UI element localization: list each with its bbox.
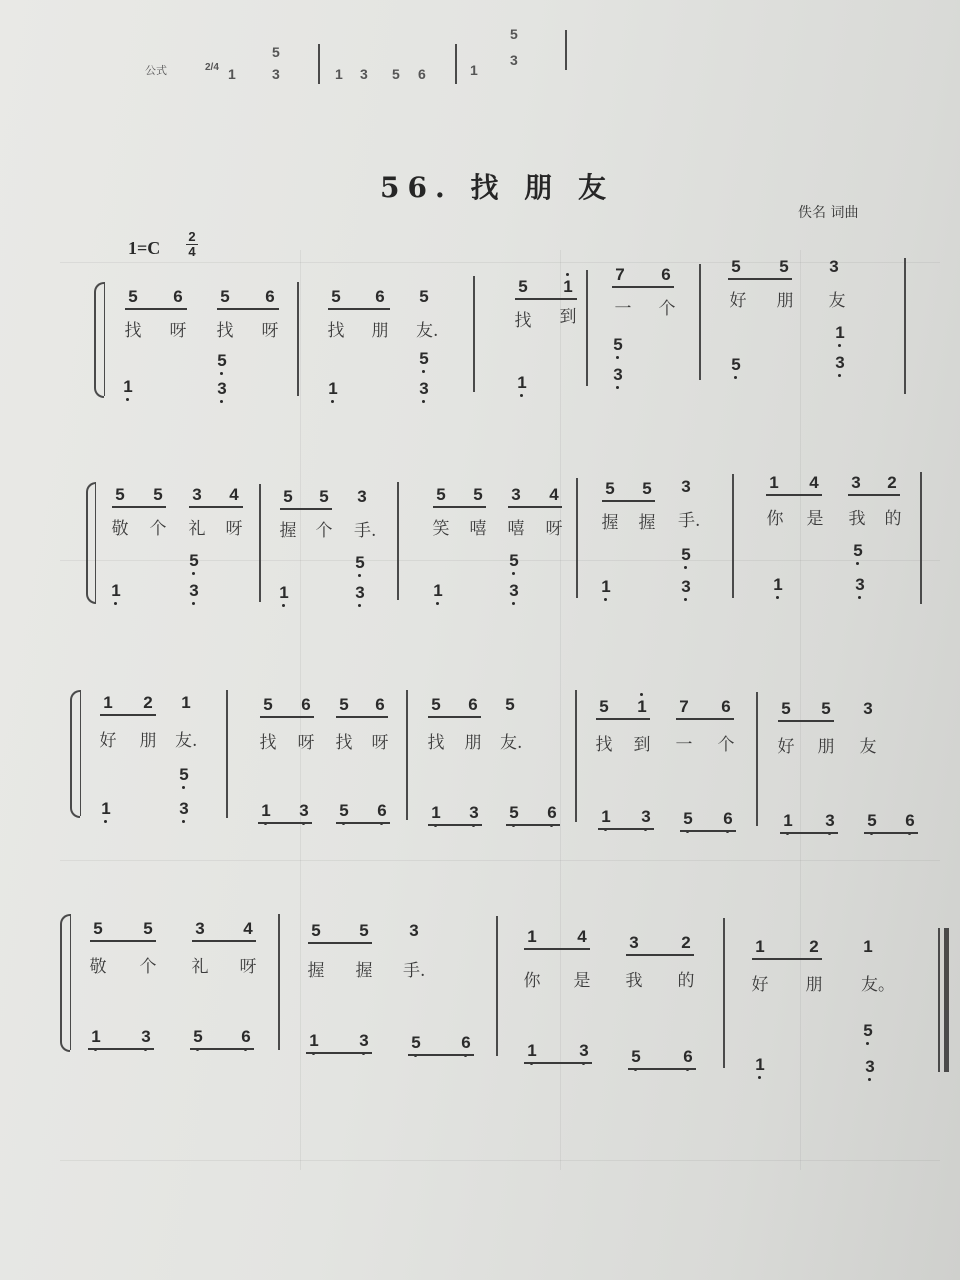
accomp-note: 1: [780, 812, 796, 830]
beam: [433, 506, 486, 508]
lyric: 是: [806, 509, 824, 529]
beam: [506, 824, 560, 826]
melody-note: 6: [721, 697, 731, 716]
accomp-note: 3: [678, 578, 694, 596]
lyric: 我: [848, 509, 866, 529]
lyric: 友.: [416, 321, 439, 341]
accomp-note: 1: [325, 380, 341, 398]
lyric: 好: [777, 737, 795, 757]
melody-note: 5: [473, 485, 483, 504]
melody-note: 5: [642, 479, 652, 498]
melody-note: 2: [809, 937, 819, 956]
frag-note: 5: [510, 26, 518, 42]
accomp-note: 1: [832, 324, 848, 342]
lyric: 朋: [805, 975, 823, 995]
beam: [336, 822, 390, 824]
lyric: 友: [828, 291, 846, 311]
accomp-note: 1: [108, 582, 124, 600]
accomp-note: 1: [88, 1028, 104, 1046]
lyric: 个: [717, 735, 735, 755]
melody-note: 3: [192, 485, 202, 504]
system-start-line: [95, 482, 96, 602]
beam: [598, 828, 654, 830]
lyric: 找: [514, 311, 532, 331]
bar-line: [586, 270, 588, 386]
melody-note: 4: [229, 485, 239, 504]
beam: [336, 716, 388, 718]
melody-note: 1: [103, 693, 113, 712]
melody-note: 4: [549, 485, 559, 504]
accomp-note: 3: [416, 380, 432, 398]
accomp-note: 5: [176, 766, 192, 784]
accomp-note: 3: [186, 582, 202, 600]
beam: [766, 494, 822, 496]
lyric: 到: [633, 735, 651, 755]
melody-note: 4: [577, 927, 587, 946]
melody-note: 7: [615, 265, 625, 284]
melody-note: 4: [243, 919, 253, 938]
accomp-note: 3: [466, 804, 482, 822]
lyric: 手.: [678, 511, 701, 531]
melody-note: 1: [181, 693, 191, 712]
bar-line: [297, 282, 299, 396]
beam: [780, 832, 838, 834]
melody-note: 1: [863, 937, 873, 956]
accomp-note: 1: [514, 374, 530, 392]
lyric: 我: [625, 971, 643, 991]
lyric: 个: [139, 957, 157, 977]
beam: [524, 948, 590, 950]
beam: [88, 1048, 154, 1050]
lyric: 呀: [545, 519, 563, 539]
beam: [306, 1052, 372, 1054]
lyric: 找: [595, 735, 613, 755]
melody-note: 5: [505, 695, 515, 714]
beam: [428, 824, 482, 826]
accomp-note: 5: [352, 554, 368, 572]
accomp-note: 3: [352, 584, 368, 602]
beam: [308, 942, 372, 944]
beam: [90, 940, 156, 942]
lyric: 敬: [89, 957, 107, 977]
melody-note: 5: [263, 695, 273, 714]
melody-note: 5: [821, 699, 831, 718]
system-brace: [94, 282, 104, 398]
lyric: 找: [327, 321, 345, 341]
accomp-note: 3: [822, 812, 838, 830]
bar-line: [756, 692, 758, 826]
lyric: 笑: [432, 519, 450, 539]
lyric: 是: [573, 971, 591, 991]
lyric: 手.: [403, 961, 426, 981]
lyric: 礼: [191, 957, 209, 977]
beam: [602, 500, 655, 502]
accomp-note: 6: [238, 1028, 254, 1046]
accomp-note: 3: [576, 1042, 592, 1060]
bar-line: [920, 472, 922, 604]
melody-note: 7: [679, 697, 689, 716]
frag-note: 1: [470, 62, 478, 78]
lyric: 呀: [371, 733, 389, 753]
beam: [100, 714, 156, 716]
melody-note: 3: [511, 485, 521, 504]
accomp-note: 6: [902, 812, 918, 830]
lyric: 呀: [297, 733, 315, 753]
bar-line: [576, 478, 578, 598]
lyric: 朋: [139, 731, 157, 751]
header-fragment-label: 公式: [145, 64, 167, 77]
lyric: 嘻: [469, 519, 487, 539]
accomp-note: 1: [430, 582, 446, 600]
melody-note: 1: [527, 927, 537, 946]
melody-note: 5: [779, 257, 789, 276]
melody-note: 6: [375, 287, 385, 306]
melody-note: 6: [265, 287, 275, 306]
beam: [408, 1054, 474, 1056]
bar-line: [455, 44, 457, 84]
beam: [280, 508, 332, 510]
accomp-note: 3: [214, 380, 230, 398]
beam: [596, 718, 650, 720]
melody-note: 5: [599, 697, 609, 716]
accomp-note: 3: [138, 1028, 154, 1046]
accomp-note: 6: [720, 810, 736, 828]
lyric: 握: [355, 961, 373, 981]
accomp-note: 1: [306, 1032, 322, 1050]
melody-note: 3: [829, 257, 839, 276]
melody-note: 5: [518, 277, 528, 296]
melody-note: 6: [661, 265, 671, 284]
lyric: 握: [279, 521, 297, 541]
beam: [428, 716, 481, 718]
frag-note: 1: [335, 66, 343, 82]
accomp-note: 5: [680, 810, 696, 828]
beam: [524, 1062, 592, 1064]
melody-note: 5: [339, 695, 349, 714]
melody-note: 3: [629, 933, 639, 952]
accomp-note: 5: [628, 1048, 644, 1066]
beam: [189, 506, 243, 508]
accomp-note: 3: [610, 366, 626, 384]
beam: [778, 720, 834, 722]
lyric: 呀: [225, 519, 243, 539]
melody-note: 5: [605, 479, 615, 498]
melody-note: 5: [781, 699, 791, 718]
melody-note: 6: [468, 695, 478, 714]
lyric: 礼: [188, 519, 206, 539]
final-bar-thick: [944, 928, 949, 1072]
bar-line: [397, 482, 399, 600]
lyric: 友.: [500, 733, 523, 753]
lyric: 一: [614, 299, 632, 319]
lyric: 一: [675, 735, 693, 755]
beam: [258, 822, 312, 824]
lyric: 友: [859, 737, 877, 757]
melody-note: 1: [755, 937, 765, 956]
melody-note: 3: [681, 477, 691, 496]
accomp-note: 5: [678, 546, 694, 564]
bar-line: [406, 690, 408, 820]
melody-note: 1: [560, 278, 576, 296]
melody-note: 5: [419, 287, 429, 306]
lyric: 好: [729, 291, 747, 311]
accomp-note: 1: [598, 578, 614, 596]
accomp-note: 5: [728, 356, 744, 374]
lyric: 找: [216, 321, 234, 341]
melody-note: 3: [863, 699, 873, 718]
melody-note: 6: [301, 695, 311, 714]
lyric: 朋: [464, 733, 482, 753]
melody-note: 2: [681, 933, 691, 952]
melody-note: 1: [769, 473, 779, 492]
lyric: 找: [427, 733, 445, 753]
lyric: 呀: [239, 957, 257, 977]
bar-line: [904, 258, 906, 394]
melody-note: 3: [851, 473, 861, 492]
melody-note: 5: [319, 487, 329, 506]
accomp-note: 5: [850, 542, 866, 560]
beam: [752, 958, 822, 960]
lyric: 朋: [776, 291, 794, 311]
lyric: 的: [884, 509, 902, 529]
beam: [125, 308, 187, 310]
beam: [728, 278, 792, 280]
lyric: 的: [677, 971, 695, 991]
melody-note: 5: [153, 485, 163, 504]
lyric: 握: [307, 961, 325, 981]
accomp-note: 1: [752, 1056, 768, 1074]
bar-line: [259, 484, 261, 602]
accomp-note: 5: [610, 336, 626, 354]
bar-line: [575, 690, 577, 822]
bar-line: [732, 474, 734, 598]
accomp-note: 5: [506, 552, 522, 570]
beam: [676, 718, 734, 720]
accomp-note: 6: [374, 802, 390, 820]
lyric: 你: [523, 971, 541, 991]
lyric: 手.: [354, 521, 377, 541]
key-signature: 1=C: [128, 238, 161, 258]
accomp-note: 1: [276, 584, 292, 602]
melody-note: 5: [128, 287, 138, 306]
bar-line: [473, 276, 475, 392]
system-start-line: [104, 282, 105, 396]
beam: [626, 954, 694, 956]
lyric: 找: [335, 733, 353, 753]
lyric: 握: [601, 513, 619, 533]
bar-line: [226, 690, 228, 818]
lyric: 友.: [175, 731, 198, 751]
beam: [848, 494, 900, 496]
lyric: 找: [124, 321, 142, 341]
beam: [612, 286, 674, 288]
accomp-note: 1: [120, 378, 136, 396]
bar-line: [723, 918, 725, 1068]
accomp-note: 3: [832, 354, 848, 372]
accomp-note: 1: [598, 808, 614, 826]
beam: [192, 940, 256, 942]
time-bottom: 4: [186, 244, 198, 259]
melody-note: 5: [731, 257, 741, 276]
melody-note: 2: [143, 693, 153, 712]
lyric: 个: [149, 519, 167, 539]
system-start-line: [70, 914, 71, 1050]
melody-note: 1: [634, 698, 650, 716]
accomp-note: 5: [416, 350, 432, 368]
accomp-note: 5: [214, 352, 230, 370]
time-top: 2: [188, 229, 196, 244]
beam: [112, 506, 166, 508]
bar-line: [496, 916, 498, 1056]
beam: [328, 308, 390, 310]
lyric: 到: [559, 307, 577, 327]
melody-note: 6: [375, 695, 385, 714]
melody-note: 5: [115, 485, 125, 504]
accomp-note: 1: [428, 804, 444, 822]
melody-note: 2: [887, 473, 897, 492]
accomp-note: 3: [356, 1032, 372, 1050]
beam: [508, 506, 562, 508]
bar-line: [699, 264, 701, 380]
accomp-note: 1: [98, 800, 114, 818]
accomp-note: 1: [770, 576, 786, 594]
accomp-note: 5: [864, 812, 880, 830]
lyric: 呀: [261, 321, 279, 341]
lyric: 敬: [111, 519, 129, 539]
melody-note: 3: [357, 487, 367, 506]
beam: [515, 298, 577, 300]
accomp-note: 3: [852, 576, 868, 594]
system-brace: [70, 690, 80, 818]
lyric: 你: [766, 509, 784, 529]
accomp-note: 3: [176, 800, 192, 818]
lyric: 朋: [817, 737, 835, 757]
melody-note: 5: [143, 919, 153, 938]
accomp-note: 5: [506, 804, 522, 822]
beam: [260, 716, 314, 718]
accomp-note: 3: [506, 582, 522, 600]
melody-note: 3: [195, 919, 205, 938]
melody-note: 5: [331, 287, 341, 306]
melody-note: 4: [809, 473, 819, 492]
accomp-note: 6: [680, 1048, 696, 1066]
frag-note: 3: [360, 66, 368, 82]
accomp-note: 6: [458, 1034, 474, 1052]
melody-note: 5: [283, 487, 293, 506]
lyric: 握: [638, 513, 656, 533]
accomp-note: 3: [862, 1058, 878, 1076]
accomp-note: 5: [860, 1022, 876, 1040]
melody-note: 5: [311, 921, 321, 940]
melody-note: 5: [220, 287, 230, 306]
accomp-note: 1: [524, 1042, 540, 1060]
lyric: 嘻: [507, 519, 525, 539]
frag-note: 1: [228, 66, 236, 82]
lyric: 个: [658, 299, 676, 319]
system-brace: [60, 914, 70, 1052]
beam: [680, 830, 736, 832]
frag-note: 3: [510, 52, 518, 68]
lyric: 友。: [861, 975, 895, 995]
final-bar-thin: [938, 928, 940, 1072]
time-signature: [186, 230, 198, 259]
lyric: 好: [99, 731, 117, 751]
melody-note: 5: [436, 485, 446, 504]
beam: [864, 832, 918, 834]
frag-note: 5: [392, 66, 400, 82]
melody-note: 6: [173, 287, 183, 306]
header-fragment-timesig: 2/4: [205, 62, 219, 73]
lyric: 好: [751, 975, 769, 995]
frag-note: 5: [272, 44, 280, 60]
bar-line: [318, 44, 320, 84]
song-title: 56. 找 朋 友: [380, 171, 614, 204]
melody-note: 5: [93, 919, 103, 938]
accomp-note: 1: [258, 802, 274, 820]
accomp-note: 3: [638, 808, 654, 826]
accomp-note: 5: [186, 552, 202, 570]
lyric: 呀: [169, 321, 187, 341]
accomp-note: 5: [336, 802, 352, 820]
beam: [628, 1068, 696, 1070]
system-start-line: [80, 690, 81, 816]
accomp-note: 5: [190, 1028, 206, 1046]
melody-note: 5: [431, 695, 441, 714]
frag-note: 3: [272, 66, 280, 82]
accomp-note: 6: [544, 804, 560, 822]
lyric: 找: [259, 733, 277, 753]
bar-line: [565, 30, 567, 70]
melody-note: 3: [409, 921, 419, 940]
accomp-note: 3: [296, 802, 312, 820]
lyric: 朋: [371, 321, 389, 341]
lyric: 个: [315, 521, 333, 541]
frag-note: 6: [418, 66, 426, 82]
melody-note: 5: [359, 921, 369, 940]
beam: [190, 1048, 254, 1050]
beam: [217, 308, 279, 310]
accomp-note: 5: [408, 1034, 424, 1052]
song-credit: 佚名 词曲: [798, 205, 859, 221]
bar-line: [278, 914, 280, 1050]
